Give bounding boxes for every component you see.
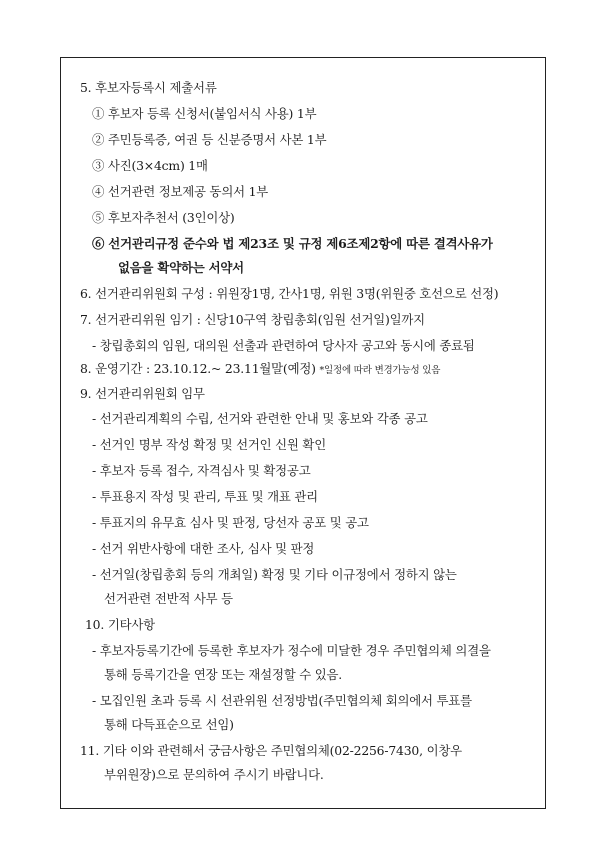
section-10-item-2: - 모집인원 초과 등록 시 선관위원 선정방법(주민협의체 회의에서 투표를 — [92, 693, 472, 708]
section-5-title: 5. 후보자등록시 제출서류 — [80, 80, 217, 95]
section-9-title: 9. 선거관리위원회 임무 — [80, 386, 205, 401]
section-9-item-1: - 선거관리계획의 수립, 선거와 관련한 안내 및 홍보와 각종 공고 — [92, 411, 428, 426]
section-5-item-6: ⑥ 선거관리규정 준수와 법 제23조 및 규정 제6조제2항에 따른 결격사유가 — [92, 236, 493, 251]
section-9-item-3: - 후보자 등록 접수, 자격심사 및 확정공고 — [92, 463, 311, 478]
section-9-item-7-cont: 선거관련 전반적 사무 등 — [104, 591, 233, 606]
section-9-item-6: - 선거 위반사항에 대한 조사, 심사 및 판정 — [92, 541, 315, 556]
section-9-item-5: - 투표지의 유무효 심사 및 판정, 당선자 공포 및 공고 — [92, 515, 369, 530]
section-6-text: 6. 선거관리위원회 구성 : 위원장1명, 간사1명, 위원 3명(위원중 호선으로 선정) — [80, 286, 499, 301]
section-7-note: - 창립총회의 임원, 대의원 선출과 관련하여 당사자 공고와 동시에 종료됨 — [92, 338, 475, 353]
section-11-line-2: 부위원장)으로 문의하여 주시기 바랍니다. — [104, 767, 324, 782]
section-8-note: *일정에 따라 변경가능성 있음 — [319, 365, 441, 376]
section-10-item-2-cont: 통해 다득표순으로 선임) — [104, 717, 234, 732]
section-5-item-4: ④ 선거관련 정보제공 동의서 1부 — [92, 184, 269, 199]
section-5-item-1: ① 후보자 등록 신청서(붙임서식 사용) 1부 — [92, 106, 317, 121]
section-10-item-1-cont: 통해 등록기간을 연장 또는 재설정할 수 있음. — [104, 667, 343, 682]
section-8-text — [80, 361, 440, 379]
section-8-period: 8. 운영기간 : 23.10.12.~ 23.11월말(예정) — [80, 361, 316, 376]
section-9-item-2: - 선거인 명부 작성 확정 및 선거인 신원 확인 — [92, 437, 326, 452]
section-7-text: 7. 선거관리위원 임기 : 신당10구역 창립총회(임원 선거일)일까지 — [80, 312, 425, 327]
section-9-item-7: - 선거일(창립총회 등의 개최일) 확정 및 기타 이규정에서 정하지 않는 — [92, 567, 457, 582]
section-5-item-2: ② 주민등록증, 여권 등 신분증명서 사본 1부 — [92, 132, 327, 147]
section-10-item-1: - 후보자등록기간에 등록한 후보자가 정수에 미달한 경우 주민협의체 의결을 — [92, 643, 491, 658]
section-5-item-5: ⑤ 후보자추천서 (3인이상) — [92, 210, 235, 225]
section-5-item-6-cont: 없음을 확약하는 서약서 — [118, 260, 244, 275]
section-9-item-4: - 투표용지 작성 및 관리, 투표 및 개표 관리 — [92, 489, 318, 504]
section-5-item-3: ③ 사진(3×4cm) 1매 — [92, 158, 208, 173]
section-11-line-1: 11. 기타 이와 관련해서 궁금사항은 주민협의체(02-2256-7430, 이창우 — [80, 743, 462, 758]
section-10-title: 10. 기타사항 — [85, 617, 155, 632]
